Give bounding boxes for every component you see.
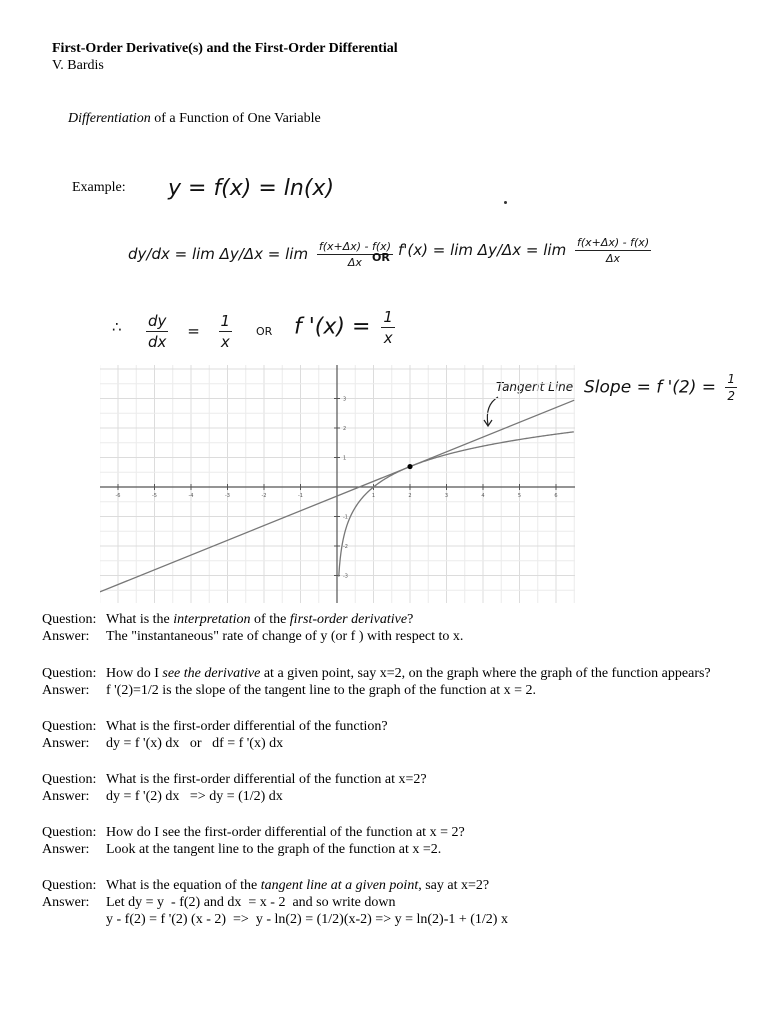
answer-line bbox=[42, 683, 536, 699]
x-tick-label: -3 bbox=[225, 493, 230, 499]
question-text: tangent line at a given point bbox=[260, 878, 419, 893]
def-left-numerator: f(x+Δx) - f(x) bbox=[318, 240, 391, 253]
question-text: , say at x=2? bbox=[418, 878, 490, 893]
x-tick-label: -4 bbox=[188, 493, 194, 499]
ln-tangent-graph bbox=[100, 365, 575, 603]
example-label: Example: bbox=[72, 180, 126, 195]
answer-label: Answer: bbox=[42, 683, 90, 698]
dydx-denominator: dx bbox=[148, 333, 167, 351]
question-label: Question: bbox=[42, 825, 97, 840]
question-text: What is the equation of the bbox=[106, 878, 261, 893]
result-fprime bbox=[294, 308, 399, 347]
one-over-x-denominator: x bbox=[220, 333, 230, 351]
answer-text: dy = f '(2) dx => dy = (1/2) dx bbox=[106, 789, 283, 804]
question-line bbox=[42, 666, 711, 682]
answer-equation: y - f(2) = f '(2) (x - 2) => y - ln(2) = (1/2)(x-2) => y = ln(2)-1 + (1/2) x bbox=[106, 912, 508, 927]
answer-line bbox=[42, 842, 441, 858]
def-right-numerator: f(x+Δx) - f(x) bbox=[576, 236, 650, 249]
dydx-fraction bbox=[146, 312, 168, 351]
answer-text: The "instantaneous" rate of change of y (or f ) with respect to x. bbox=[106, 629, 464, 644]
x-tick-label: 2 bbox=[408, 493, 412, 499]
question-text: ? bbox=[407, 612, 414, 627]
ln-curve bbox=[339, 432, 574, 577]
answer-line bbox=[42, 736, 283, 752]
y-tick-label: 2 bbox=[343, 426, 347, 432]
y-tick-label: -1 bbox=[343, 514, 348, 521]
handwritten-definition-right bbox=[398, 236, 655, 265]
question-text: What is the first-order differential of the function? bbox=[106, 719, 388, 734]
one-over-x-numerator: 1 bbox=[220, 312, 231, 330]
answer-label: Answer: bbox=[42, 736, 90, 751]
x-tick-label: 1 bbox=[371, 493, 376, 499]
def-right-denominator: Δx bbox=[606, 252, 621, 265]
question-label: Question: bbox=[42, 612, 97, 627]
tangent-point bbox=[407, 464, 412, 469]
question-text: at a given point, say x=2, on the graph where the graph of the function appears? bbox=[260, 666, 711, 681]
question-label: Question: bbox=[42, 772, 97, 787]
answer-text: Let dy = y - f(2) and dx = x - 2 and so write down bbox=[106, 895, 396, 910]
question-label: Question: bbox=[42, 878, 97, 893]
slope-numerator: 1 bbox=[727, 372, 736, 386]
or-label-2: OR bbox=[256, 325, 273, 338]
stray-dot bbox=[504, 201, 507, 204]
x-tick-label: -2 bbox=[261, 493, 267, 499]
question-line bbox=[42, 772, 427, 788]
answer-line bbox=[42, 629, 463, 645]
answer-text: f '(2)=1/2 is the slope of the tangent line to the graph of the function at x = 2. bbox=[106, 683, 537, 698]
answer-text: dy = f '(x) dx or df = f '(x) dx bbox=[106, 736, 284, 751]
document-author: V. Bardis bbox=[52, 58, 104, 73]
answer-label: Answer: bbox=[42, 629, 90, 644]
answer-label: Answer: bbox=[42, 895, 90, 910]
section-heading-rest: of a Function of One Variable bbox=[150, 111, 321, 126]
def-left-denominator: Δx bbox=[347, 256, 362, 269]
question-text: first-order derivative bbox=[289, 612, 408, 627]
therefore-symbol: ∴ bbox=[112, 318, 122, 336]
document-title: First-Order Derivative(s) and the First-Order Differential bbox=[52, 41, 398, 56]
question-line bbox=[42, 612, 413, 628]
fprime-numerator: 1 bbox=[383, 308, 393, 326]
question-text: What is the bbox=[106, 612, 174, 627]
fprime-fraction bbox=[381, 308, 395, 347]
fprime-text: f '(x) = bbox=[294, 314, 371, 340]
tangent-line-label: Tangent Line bbox=[496, 380, 574, 394]
x-tick-label: 5 bbox=[517, 493, 522, 499]
answer-line bbox=[42, 789, 283, 805]
x-tick-label: -1 bbox=[298, 493, 303, 499]
x-tick-label: -5 bbox=[152, 493, 157, 499]
x-tick-label: -6 bbox=[115, 493, 121, 499]
or-label-1: OR bbox=[372, 251, 390, 264]
question-line bbox=[42, 878, 489, 894]
question-line bbox=[42, 719, 388, 735]
answer-line bbox=[42, 895, 396, 911]
slope-denominator: 2 bbox=[727, 389, 736, 403]
question-label: Question: bbox=[42, 666, 97, 681]
section-heading-italic: Differentiation bbox=[68, 111, 151, 126]
question-label: Question: bbox=[42, 719, 97, 734]
question-line bbox=[42, 825, 465, 841]
y-tick-label: -3 bbox=[343, 573, 348, 580]
y-tick-label: 3 bbox=[343, 396, 347, 403]
x-tick-label: 6 bbox=[554, 493, 558, 499]
question-text: interpretation bbox=[173, 612, 251, 627]
result-dydx: $\frac{dy}{dx}$ = $\frac{1}{x}$ bbox=[148, 312, 231, 351]
slope-fraction bbox=[725, 372, 737, 403]
fprime-denominator: x bbox=[383, 329, 393, 347]
def-right-fraction bbox=[575, 236, 651, 265]
question-text: How do I bbox=[106, 666, 163, 681]
x-tick-label: 3 bbox=[444, 493, 449, 499]
def-right-text: f'(x) = lim Δy/Δx = lim bbox=[398, 241, 567, 259]
slope-annotation bbox=[584, 372, 741, 403]
y-tick-label: -2 bbox=[343, 544, 348, 550]
question-text: see the derivative bbox=[162, 666, 261, 681]
one-over-x-fraction bbox=[219, 312, 233, 351]
slope-text: Slope = f '(2) = bbox=[584, 377, 722, 398]
section-heading bbox=[68, 111, 321, 127]
answer-text: Look at the tangent line to the graph of the function at x =2. bbox=[106, 842, 442, 857]
x-tick-label: 4 bbox=[481, 493, 485, 499]
answer-label: Answer: bbox=[42, 789, 90, 804]
question-text: What is the first-order differential of the function at x=2? bbox=[106, 772, 427, 787]
question-text: How do I see the first-order differential of the function at x = 2? bbox=[106, 825, 465, 840]
handwritten-definition-left bbox=[128, 240, 397, 269]
answer-label: Answer: bbox=[42, 842, 90, 857]
question-text: of the bbox=[250, 612, 290, 627]
handwritten-function: y = f(x) = ln(x) bbox=[168, 176, 335, 201]
def-left-text: dy/dx = lim Δy/Δx = lim bbox=[128, 245, 309, 263]
y-tick-label: 1 bbox=[343, 455, 347, 462]
dydx-numerator: dy bbox=[148, 312, 167, 330]
